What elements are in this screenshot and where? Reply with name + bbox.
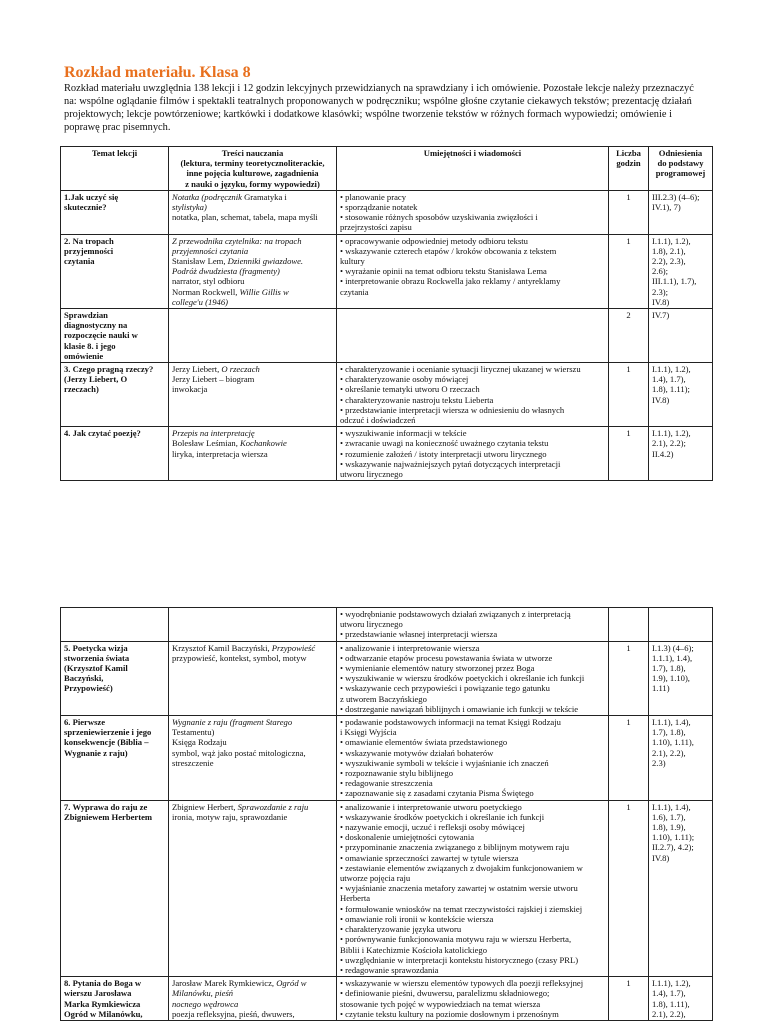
content-segment: (podręcznik bbox=[199, 191, 245, 202]
ref-line: 2.3); bbox=[652, 286, 668, 297]
ref-line: 1.11) bbox=[652, 683, 670, 694]
skill-line: • omawianie roli ironii w kontekście wiersza bbox=[340, 913, 494, 924]
skill-line: • dostrzeganie nawiązań biblijnych i omawianie ich funkcji w tekście bbox=[340, 703, 579, 714]
skill-line: • analizowanie i interpretowanie wiersza bbox=[340, 642, 480, 653]
content-line bbox=[172, 212, 333, 222]
lesson-plan-table bbox=[60, 146, 713, 481]
topic-line: Zbigniewem Herbertem bbox=[64, 811, 153, 822]
skill-line: • omawianie elementów świata przedstawionego bbox=[340, 737, 508, 748]
cell-skills bbox=[337, 427, 609, 481]
cell-skills bbox=[337, 608, 609, 642]
content-segment: przyjemności czytania bbox=[172, 245, 249, 256]
content-segment: Gramatyka i bbox=[244, 191, 287, 202]
cell-refs bbox=[649, 608, 713, 642]
content-segment: Krzysztof Kamil Baczyński, bbox=[172, 642, 272, 653]
header-content bbox=[169, 147, 337, 191]
content-segment: Przepis na interpretację bbox=[172, 428, 255, 439]
ref-line: 1.8), 2.1), bbox=[652, 245, 686, 256]
content-segment: Dzienniki gwiazdowe. bbox=[227, 256, 304, 267]
header-content-line: inne pojęcia kulturowe, zagadnienia bbox=[186, 168, 319, 179]
cell-topic bbox=[61, 234, 169, 308]
topic-line: 5. Poetycka wizja bbox=[64, 642, 128, 653]
content-line bbox=[172, 758, 333, 768]
content-segment: symbol, wąż jako postać mitologiczna, bbox=[172, 747, 306, 758]
header-topic-label: Temat lekcji bbox=[91, 148, 138, 158]
ref-line: 1.9), 1.10), bbox=[652, 673, 690, 684]
content-line bbox=[172, 246, 333, 256]
skill-line: kultury bbox=[340, 256, 365, 267]
content-segment: Jerzy Liebert, bbox=[172, 364, 222, 375]
skill-line: • wyjaśnianie znaczenia metafory zawartej w ostatnim wersie utworu bbox=[340, 883, 578, 894]
skill-line: • wyrażanie opinii na temat odbioru tekstu Stanisława Lema bbox=[340, 266, 547, 277]
cell-hours: 1 bbox=[609, 641, 649, 715]
cell-hours: 1 bbox=[609, 716, 649, 801]
content-line bbox=[172, 364, 333, 374]
ref-line: 2.1), 2.2); bbox=[652, 438, 686, 449]
header-skills-label: Umiejętności i wiadomości bbox=[423, 148, 522, 158]
ref-line: 1.10), 1.11), bbox=[652, 737, 694, 748]
topic-line: Marka Rymkiewicza bbox=[64, 998, 141, 1009]
skill-line: stosowanie tych pojęć w wypowiedziach na temat wiersza bbox=[340, 998, 541, 1009]
content-line bbox=[172, 287, 333, 297]
skill-line: przejrzystości zapisu bbox=[340, 222, 412, 233]
content-line bbox=[172, 812, 333, 822]
content-line bbox=[172, 727, 333, 737]
cell-hours: 1 bbox=[609, 800, 649, 976]
content-line bbox=[172, 202, 333, 212]
topic-line: Ogród w Milanówku, bbox=[64, 1008, 143, 1019]
topic-line: Sprawdzian bbox=[64, 310, 108, 321]
topic-line: rozpoczęcie nauki w bbox=[64, 330, 138, 341]
skill-line: • przedstawianie interpretacji wiersza w odniesieniu do własnych bbox=[340, 404, 565, 415]
content-segment: notatka, plan, schemat, tabela, mapa myśli bbox=[172, 212, 318, 223]
content-segment: ) bbox=[203, 202, 207, 213]
skill-line: • rozpoznawanie stylu biblijnego bbox=[340, 768, 454, 779]
content-line bbox=[172, 256, 333, 266]
skill-line: utworu lirycznego bbox=[340, 619, 403, 630]
ref-line: 1.8), 1.9), bbox=[652, 822, 686, 833]
intro-paragraph: Rozkład materiału uwzględnia 138 lekcji i 12 godzin lekcyjnych przewidzianych na sprawdziany i ich omówienie. Pozostałe lekcje należy przeznaczyć na: wspólne oglądanie filmów i spektakli teatralnych proponowanych w podręczniku; wspólne głośne czytanie ciekawych tekstów; prezentację działań projektowych; lekcje powtórzeniowe; kartkówki i dodatkowe klasówki; wspólne tworzenie tekstów w różnych formach wypowiedzi; omówienie i poprawę prac pisemnych. bbox=[64, 83, 694, 133]
skill-line: utworu lirycznego bbox=[340, 469, 403, 480]
topic-line: 6. Pierwsze bbox=[64, 717, 106, 728]
content-line bbox=[172, 266, 333, 276]
page-title: Rozkład materiału. Klasa 8 bbox=[64, 64, 251, 81]
ref-line: I.1.1), 1.2), bbox=[652, 428, 691, 439]
skill-line: • charakteryzowanie osoby mówiącej bbox=[340, 374, 469, 385]
skill-line: • wymienianie elementów natury stworzonej przez Boga bbox=[340, 663, 535, 674]
header-refs-line: programowej bbox=[655, 168, 706, 179]
skill-line: • zestawianie elementów związanych z dwojakim funkcjonowaniem w bbox=[340, 862, 583, 873]
content-segment: Z przewodnika czytelnika: na tropach bbox=[172, 235, 302, 246]
ref-line: 1.4), 1.7), bbox=[652, 374, 686, 385]
content-segment: Podróż dwudziesta bbox=[172, 266, 238, 277]
cell-topic bbox=[61, 716, 169, 801]
skill-line: • czytanie tekstu kultury na poziomie dosłownym i przenośnym bbox=[340, 1008, 559, 1019]
ref-line: III.1.1), 1.7), bbox=[652, 276, 697, 287]
content-line bbox=[172, 192, 333, 202]
topic-line: 1.Jak uczyć się bbox=[64, 191, 119, 202]
cell-refs bbox=[649, 716, 713, 801]
skill-line: • rozumienie założeń / istoty interpretacji utworu lirycznego bbox=[340, 448, 547, 459]
table-row bbox=[61, 309, 713, 363]
ref-line: III.2.3) (4–6); bbox=[652, 191, 700, 202]
cell-content bbox=[169, 608, 337, 642]
cell-refs bbox=[649, 363, 713, 427]
skill-line: • wskazywanie motywów działań bohaterów bbox=[340, 747, 494, 758]
cell-topic bbox=[61, 608, 169, 642]
skill-line: • przypominanie znaczenia związanego z biblijnym motywem raju bbox=[340, 842, 569, 853]
cell-skills bbox=[337, 977, 609, 1021]
cell-hours: 1 bbox=[609, 234, 649, 308]
cell-content bbox=[169, 427, 337, 481]
cell-skills bbox=[337, 190, 609, 234]
ref-line: 1.8), 1.11), bbox=[652, 998, 690, 1009]
cell-refs bbox=[649, 427, 713, 481]
skill-line: • wyszukiwanie informacji w tekście bbox=[340, 428, 467, 439]
topic-line: rzeczach) bbox=[64, 384, 99, 395]
content-line bbox=[172, 978, 333, 988]
ref-line: 2.3) bbox=[652, 757, 666, 768]
cell-topic bbox=[61, 977, 169, 1021]
ref-line: 1.4), 1.7), bbox=[652, 988, 686, 999]
ref-line: IV.1), 7) bbox=[652, 202, 681, 213]
content-line bbox=[172, 748, 333, 758]
cell-content bbox=[169, 190, 337, 234]
content-line bbox=[172, 643, 333, 653]
cell-refs bbox=[649, 234, 713, 308]
content-segment: narrator, styl odbioru bbox=[172, 276, 245, 287]
skill-line: • definiowanie pieśni, dwuwersu, paralelizmu składniowego; bbox=[340, 988, 550, 999]
table-row bbox=[61, 190, 713, 234]
table-row bbox=[61, 427, 713, 481]
content-line bbox=[172, 737, 333, 747]
content-segment: Księga Rodzaju bbox=[172, 737, 227, 748]
cell-hours: 1 bbox=[609, 427, 649, 481]
skill-line: • odtwarzanie etapów procesu powstawania świata w utworze bbox=[340, 652, 553, 663]
content-line bbox=[172, 428, 333, 438]
cell-refs bbox=[649, 641, 713, 715]
skill-line: z utworem Baczyńskiego bbox=[340, 693, 427, 704]
ref-line: 2.1), 2.2), bbox=[652, 1008, 686, 1019]
skill-line: • charakteryzowanie nastroju tekstu Lieberta bbox=[340, 394, 494, 405]
cell-topic bbox=[61, 641, 169, 715]
skill-line: • zwracanie uwagi na konieczność uważnego czytania tekstu bbox=[340, 438, 549, 449]
content-line bbox=[172, 276, 333, 286]
skill-line: • charakteryzowanie i ocenianie sytuacji lirycznej ukazanej w wierszu bbox=[340, 364, 581, 375]
topic-line: diagnostyczny na bbox=[64, 320, 128, 331]
topic-line: (Krzysztof Kamil bbox=[64, 663, 128, 674]
skill-line: • wskazywanie środków poetyckich i określanie ich funkcji bbox=[340, 811, 545, 822]
ref-line: IV.8) bbox=[652, 394, 670, 405]
content-segment: Jerzy Liebert – biogram bbox=[172, 374, 255, 385]
content-line bbox=[172, 653, 333, 663]
cell-topic bbox=[61, 363, 169, 427]
topic-line: 2. Na tropach bbox=[64, 235, 114, 246]
topic-line: konsekwencje (Biblia – bbox=[64, 737, 149, 748]
topic-line: czytania bbox=[64, 256, 95, 267]
ref-line: 1.7), 1.8), bbox=[652, 663, 686, 674]
header-hours-line: Liczba bbox=[616, 148, 641, 158]
table-row bbox=[61, 234, 713, 308]
topic-line: wierszu Jarosława bbox=[64, 988, 132, 999]
skill-line: czytania bbox=[340, 286, 369, 297]
ref-line: IV.8) bbox=[652, 852, 670, 863]
content-line bbox=[172, 802, 333, 812]
content-line bbox=[172, 384, 333, 394]
cell-content bbox=[169, 800, 337, 976]
content-segment: ironia, motyw raju, sprawozdanie bbox=[172, 811, 288, 822]
ref-line: II.2.7), 4.2); bbox=[652, 842, 694, 853]
ref-line: 1.10), 1.11); bbox=[652, 832, 695, 843]
skill-line: odczuć i doświadczeń bbox=[340, 415, 416, 426]
content-segment: Zbigniew Herbert, bbox=[172, 801, 238, 812]
table-row bbox=[61, 800, 713, 976]
content-segment: Bolesław Leśmian, bbox=[172, 438, 241, 449]
cell-skills bbox=[337, 363, 609, 427]
skill-line: • określanie tematyki utworu O rzeczach bbox=[340, 384, 480, 395]
content-line bbox=[172, 988, 333, 998]
table-row bbox=[61, 716, 713, 801]
table-row bbox=[61, 641, 713, 715]
skill-line: • formułowanie wniosków na temat rzeczywistości rajskiej i ziemskiej bbox=[340, 903, 583, 914]
content-line bbox=[172, 1009, 333, 1019]
cell-topic bbox=[61, 800, 169, 976]
content-segment: (fragment Starego bbox=[227, 717, 293, 728]
topic-line: sprzeniewierzenie i jego bbox=[64, 727, 152, 738]
cell-topic bbox=[61, 190, 169, 234]
content-segment: (1946) bbox=[202, 296, 229, 307]
skill-line: • wskazywanie najważniejszych pytań dotyczących interpretacji bbox=[340, 458, 561, 469]
cell-hours: 2 bbox=[609, 309, 649, 363]
cell-topic bbox=[61, 309, 169, 363]
content-segment: Stanisław Lem, bbox=[172, 256, 228, 267]
skill-line: • opracowywanie odpowiedniej metody odbioru tekstu bbox=[340, 235, 528, 246]
skill-line: • redagowanie sprawozdania bbox=[340, 964, 439, 975]
content-segment: college'u bbox=[172, 296, 203, 307]
skill-line: • podawanie podstawowych informacji na temat Księgi Rodzaju bbox=[340, 717, 561, 728]
cell-skills bbox=[337, 309, 609, 363]
topic-line: Baczyński, bbox=[64, 673, 104, 684]
content-segment: streszczenie bbox=[172, 757, 214, 768]
ref-line: 1.6), 1.7), bbox=[652, 811, 686, 822]
topic-line: 8. Pytania do Boga w bbox=[64, 978, 142, 989]
topic-line: Przypowieść) bbox=[64, 683, 113, 694]
header-topic bbox=[61, 147, 169, 191]
cell-hours: 1 bbox=[609, 190, 649, 234]
skill-line: • przedstawianie własnej interpretacji wiersza bbox=[340, 629, 498, 640]
topic-line: 3. Czego pragną rzeczy? bbox=[64, 364, 154, 375]
header-content-line: (lektura, terminy teoretycznoliterackie, bbox=[180, 158, 325, 169]
topic-line: klasie 8. i jego bbox=[64, 340, 116, 351]
topic-line: 7. Wyprawa do raju ze bbox=[64, 801, 148, 812]
content-segment: Kochankowie bbox=[240, 438, 287, 449]
skill-line: • interpretowanie obrazu Rockwella jako reklamy / antyreklamy bbox=[340, 276, 561, 287]
skill-line: • uwzględnianie w interpretacji kontekstu historycznego (czasy PRL) bbox=[340, 954, 579, 965]
ref-line: 2.6); bbox=[652, 266, 668, 277]
content-line bbox=[172, 236, 333, 246]
header-refs-line: do podstawy bbox=[657, 158, 704, 169]
skill-line: Biblii i Katechizmie Kościoła katolickiego bbox=[340, 944, 488, 955]
content-segment: liryka, interpretacja wiersza bbox=[172, 448, 268, 459]
cell-refs bbox=[649, 309, 713, 363]
skill-line: • stosowanie różnych sposobów uzyskiwania zwięzłości i bbox=[340, 212, 538, 223]
content-segment: przypowieść, kontekst, symbol, motyw bbox=[172, 652, 307, 663]
cell-skills bbox=[337, 641, 609, 715]
ref-line: I.1.1), 1.4), bbox=[652, 717, 691, 728]
skill-line: • nazywanie emocji, uczuć i refleksji osoby mówiącej bbox=[340, 822, 525, 833]
content-line bbox=[172, 374, 333, 384]
ref-line: 2.1), 2.2), bbox=[652, 747, 686, 758]
ref-line: I.1.1), 1.2), bbox=[652, 978, 691, 989]
ref-line: IV.8) bbox=[652, 296, 670, 307]
header-hours-line: godzin bbox=[616, 158, 641, 169]
content-line bbox=[172, 438, 333, 448]
skill-line: • wskazywanie w wierszu elementów typowych dla poezji refleksyjnej bbox=[340, 978, 584, 989]
content-segment: inwokacja bbox=[172, 384, 208, 395]
skill-line: • charakteryzowanie języka utworu bbox=[340, 924, 462, 935]
header-skills bbox=[337, 147, 609, 191]
skill-line: • analizowanie i interpretowanie utworu poetyckiego bbox=[340, 801, 522, 812]
table-row bbox=[61, 363, 713, 427]
cell-content bbox=[169, 309, 337, 363]
topic-line: skutecznie? bbox=[64, 202, 107, 213]
cell-content bbox=[169, 977, 337, 1021]
content-segment: Ogród w bbox=[276, 978, 307, 989]
ref-line: IV.7) bbox=[652, 310, 670, 321]
skill-line: i Księgi Wyjścia bbox=[340, 727, 397, 738]
content-segment: Testamentu) bbox=[172, 727, 215, 738]
topic-line: (Jerzy Liebert, O bbox=[64, 374, 128, 385]
lesson-plan-table-continued bbox=[60, 607, 713, 1021]
skill-line: • wskazywanie czterech etapów / kroków obcowania z tekstem bbox=[340, 245, 557, 256]
ref-line: 1.7), 1.8), bbox=[652, 727, 686, 738]
content-line bbox=[172, 999, 333, 1009]
content-line bbox=[172, 449, 333, 459]
content-segment: nocnego wędrowca bbox=[172, 998, 239, 1009]
cell-content bbox=[169, 716, 337, 801]
topic-line: omówienie bbox=[64, 350, 104, 361]
cell-hours: 1 bbox=[609, 977, 649, 1021]
cell-refs bbox=[649, 190, 713, 234]
content-segment: (fragmenty) bbox=[237, 266, 280, 277]
skill-line: Herberta bbox=[340, 893, 371, 904]
header-content-line: z nauki o języku, formy wypowiedzi) bbox=[185, 178, 320, 189]
topic-line: stworzenia świata bbox=[64, 652, 130, 663]
skill-line: • doskonalenie umiejętności cytowania bbox=[340, 832, 475, 843]
header-refs-line: Odniesienia bbox=[658, 148, 703, 158]
ref-line: I.1.1), 1.2), bbox=[652, 364, 691, 375]
cell-content bbox=[169, 234, 337, 308]
ref-line: II.4.2) bbox=[652, 448, 674, 459]
cell-skills bbox=[337, 716, 609, 801]
ref-line: 2.2), 2.3), bbox=[652, 256, 686, 267]
cell-refs bbox=[649, 977, 713, 1021]
skill-line: • porównywanie funkcjonowania motywu raju w wierszu Herberta, bbox=[340, 934, 572, 945]
ref-line: 1.8), 1.11); bbox=[652, 384, 690, 395]
topic-line: 4. Jak czytać poezję? bbox=[64, 428, 141, 439]
content-segment: Norman Rockwell, bbox=[172, 286, 240, 297]
header-refs bbox=[649, 147, 713, 191]
content-segment: Milanówku, pieśń bbox=[172, 988, 234, 999]
content-segment: Przypowieść bbox=[271, 642, 316, 653]
content-segment: stylistyka bbox=[172, 202, 204, 213]
content-segment: Sprawozdanie z raju bbox=[237, 801, 309, 812]
topic-line: Wygnanie z raju) bbox=[64, 747, 128, 758]
cell-content bbox=[169, 363, 337, 427]
table-header-row bbox=[61, 147, 713, 191]
header-content-line: Treści nauczania bbox=[221, 148, 284, 158]
content-segment: O rzeczach bbox=[221, 364, 260, 375]
skill-line: • planowanie pracy bbox=[340, 191, 407, 202]
content-segment: Jarosław Marek Rymkiewicz, bbox=[172, 978, 277, 989]
ref-line: I.1.1), 1.4), bbox=[652, 801, 691, 812]
skill-line: utworze pojęcia raju bbox=[340, 873, 411, 884]
table-row bbox=[61, 977, 713, 1021]
skill-line: • sporządzanie notatek bbox=[340, 202, 418, 213]
skill-line: • wyszukiwanie symboli w tekście i wyjaśnianie ich znaczeń bbox=[340, 757, 549, 768]
content-segment: Willie Gillis w bbox=[239, 286, 289, 297]
cell-hours bbox=[609, 608, 649, 642]
ref-line: I.1.3) (4–6); bbox=[652, 642, 694, 653]
content-segment: Wygnanie z raju bbox=[172, 717, 228, 728]
cell-content bbox=[169, 641, 337, 715]
skill-line: • wyszukiwanie w wierszu środków poetyckich i określanie ich funkcji bbox=[340, 673, 585, 684]
cell-skills bbox=[337, 234, 609, 308]
table-row-continuation bbox=[61, 608, 713, 642]
skill-line: • wskazywanie cech przypowieści i powiązanie tego gatunku bbox=[340, 683, 550, 694]
cell-topic bbox=[61, 427, 169, 481]
content-line bbox=[172, 297, 333, 307]
cell-refs bbox=[649, 800, 713, 976]
skill-line: • omawianie sprzeczności zawartej w tytule wiersza bbox=[340, 852, 519, 863]
skill-line: • zapoznawanie się z zasadami czytania Pisma Świętego bbox=[340, 788, 534, 799]
topic-line: przyjemności bbox=[64, 245, 114, 256]
header-hours bbox=[609, 147, 649, 191]
content-line bbox=[172, 717, 333, 727]
content-segment: Notatka bbox=[172, 191, 200, 202]
skill-line: • wyodrębnianie podstawowych działań związanych z interpretacją bbox=[340, 609, 571, 619]
skill-line: • redagowanie streszczenia bbox=[340, 778, 433, 789]
cell-skills bbox=[337, 800, 609, 976]
content-segment: poezja refleksyjna, pieśń, dwuwers, bbox=[172, 1008, 295, 1019]
cell-hours: 1 bbox=[609, 363, 649, 427]
ref-line: 1.1.1), 1.4), bbox=[652, 652, 693, 663]
ref-line: I.1.1), 1.2), bbox=[652, 235, 691, 246]
